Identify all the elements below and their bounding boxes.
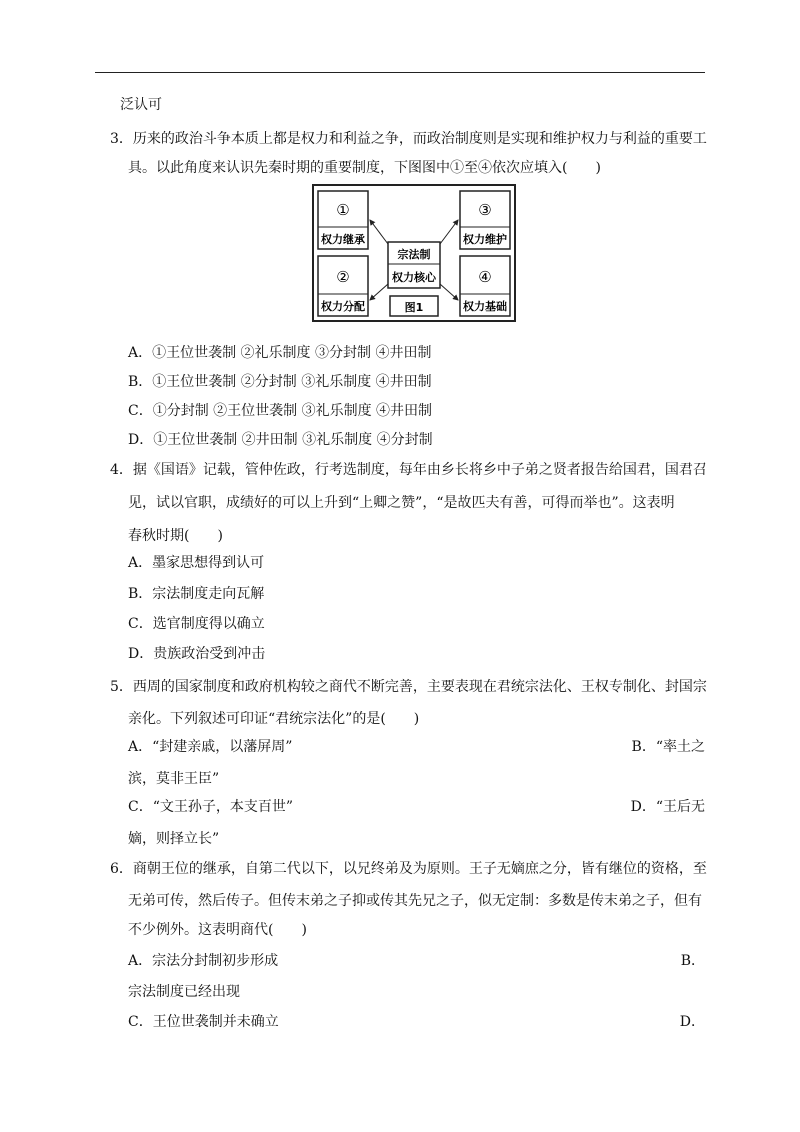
q3-stem-line2: 具。以此角度来认识先秦时期的重要制度，下图图中①至④依次应填入( ) (128, 160, 601, 176)
q5-option-c: C．“文王孙子，本支百世” (128, 799, 294, 815)
q6-option-b-end: 宗法制度已经出现 (128, 984, 240, 1000)
q5-option-d-start: D．“王后无 (630, 799, 705, 815)
center-bottom-label: 权力核心 (392, 271, 436, 284)
q5-stem-line1: 5．西周的国家制度和政府机构较之商代不断完善，主要表现在君统宗法化、王权专制化、封国宗 (110, 679, 707, 695)
q5-option-d-end: 嫡，则择立长” (128, 831, 220, 847)
box-1-number: ① (336, 201, 350, 219)
q4-stem-line1: 4．据《国语》记载，管仲佐政，行考选制度，每年由乡长将乡中子弟之贤者报告给国君，国君召 (110, 462, 707, 478)
q4-option-a: A．墨家思想得到认可 (128, 555, 265, 571)
q3-diagram (312, 184, 516, 322)
q3-stem-line1: 3．历来的政治斗争本质上都是权力和利益之争，而政治制度则是实现和维护权力与利益的重要工 (110, 131, 707, 147)
q6-stem-line2: 无弟可传，然后传子。但传末弟之子抑或传其先兄之子，似无定制：多数是传末弟之子，但有 (128, 893, 702, 909)
header-rule (95, 72, 705, 73)
q6-stem-line1: 6．商朝王位的继承，自第二代以下，以兄终弟及为原则。王子无嫡庶之分，皆有继位的资格，至 (110, 861, 707, 877)
q6-stem-line3: 不少例外。这表明商代( ) (128, 922, 307, 938)
box-2-number: ② (336, 268, 350, 286)
center-top-label: 宗法制 (397, 248, 431, 261)
q6-option-b-start: B． (680, 953, 705, 969)
box-4-label: 权力基础 (463, 300, 507, 313)
continuation-text: 泛认可 (120, 97, 162, 113)
box-4-number: ④ (478, 268, 492, 286)
q5-option-b-start: B．“率土之 (631, 739, 705, 755)
q3-option-a: A．①王位世袭制 ②礼乐制度 ③分封制 ④井田制 (128, 345, 432, 361)
diagram-caption: 图1 (404, 301, 424, 314)
q5-option-a: A．“封建亲戚，以藩屏周” (128, 739, 293, 755)
q4-option-c: C．选官制度得以确立 (128, 616, 265, 632)
q5-option-b-end: 滨，莫非王臣” (128, 771, 220, 787)
q4-stem-line2: 见，试以官职，成绩好的可以上升到“上卿之赞”，“是故匹夫有善，可得而举也”。这表明 (128, 495, 675, 511)
q4-option-b: B．宗法制度走向瓦解 (128, 586, 265, 602)
q6-option-d-start: D． (679, 1014, 705, 1030)
q4-stem-line3: 春秋时期( ) (128, 528, 223, 544)
box-3-number: ③ (478, 201, 492, 219)
q3-option-c: C．①分封制 ②王位世袭制 ③礼乐制度 ④井田制 (128, 403, 433, 419)
box-3-label: 权力维护 (463, 233, 507, 246)
q5-stem-line2: 亲化。下列叙述可印证“君统宗法化”的是( ) (128, 711, 420, 727)
q3-option-b: B．①王位世袭制 ②分封制 ③礼乐制度 ④井田制 (128, 374, 432, 390)
box-2-label: 权力分配 (321, 300, 365, 313)
q4-option-d: D．贵族政治受到冲击 (128, 646, 266, 662)
q6-option-a: A．宗法分封制初步形成 (128, 953, 279, 969)
box-1-label: 权力继承 (321, 233, 365, 246)
q6-option-c: C．王位世袭制并未确立 (128, 1014, 279, 1030)
q3-option-d: D．①王位世袭制 ②井田制 ③礼乐制度 ④分封制 (128, 432, 433, 448)
